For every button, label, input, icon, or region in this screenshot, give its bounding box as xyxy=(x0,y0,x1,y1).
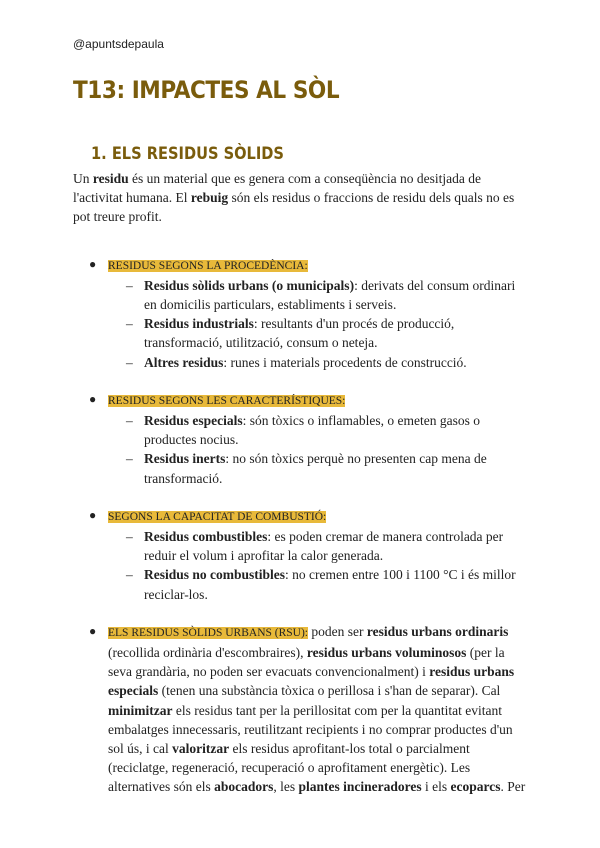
text: Un xyxy=(73,171,93,186)
sub-list xyxy=(108,527,528,604)
section-rsu xyxy=(73,622,528,797)
rsu-paragraph: ELS RESIDUS SÒLIDS URBANS (RSU): poden ser residus urbans ordinaris (recollida ordinària d'escombraires), residus urbans voluminosos (per la seva grandària, no poden ser evacuats convencionalment) i residus urbans especials (tenen una substància tòxica o perillosa i s'han de separar). Cal minimitzar els residus tant per la perillositat com per la quantitat evitant embalatges innecessaris, reutilitzant recipients i no comprar productes d'un sol ús, i cal valoritzar els residus aprofitant-los total o parcialment (reciclatge, regeneració, recuperació o aprofitament energètic). Les alternatives són els abocadors, les plantes incineradores i els ecoparcs. Per xyxy=(108,623,526,795)
bullet-icon: ● xyxy=(89,623,97,638)
section-combustio xyxy=(73,506,528,604)
highlight-label: RESIDUS SEGONS LA PROCEDÈNCIA: xyxy=(108,259,308,272)
text: són els residus o fraccions de residu dels quals no es pot treure profit. xyxy=(73,190,515,225)
bullet-icon: ● xyxy=(89,507,97,522)
list-item: – Residus combustibles: es poden cremar de manera controlada per reduir el volum i aprofitar la calor generada. xyxy=(126,529,504,564)
highlight-label: SEGONS LA CAPACITAT DE COMBUSTIÓ: xyxy=(108,510,327,523)
bullet-icon: ● xyxy=(89,256,97,271)
intro-paragraph xyxy=(73,169,528,227)
list-item: – Residus inerts: no són tòxics perquè no presenten cap mena de transformació. xyxy=(126,451,487,486)
highlight-label: RESIDUS SEGONS LES CARACTERÍSTIQUES: xyxy=(108,394,346,407)
sub-list xyxy=(108,411,528,488)
list-item: – Residus industrials: resultants d'un procés de producció, transformació, utilització, consum o neteja. xyxy=(126,316,455,351)
bullet-icon: ● xyxy=(89,391,97,406)
author-handle: @apuntsdepaula xyxy=(73,37,164,51)
term-rebuig: rebuig xyxy=(190,190,229,206)
term-residu: residu xyxy=(92,171,129,186)
list-item: – Residus especials: són tòxics o inflamables, o emeten gasos o productes nocius. xyxy=(126,413,480,448)
list-item: – Altres residus: runes i materials procedents de construcció. xyxy=(126,354,467,370)
sub-list xyxy=(108,276,528,372)
list-item: – Residus sòlids urbans (o municipals): derivats del consum ordinari en domicilis particulars, establiments i serveis. xyxy=(126,277,516,313)
section-caracteristiques xyxy=(73,390,528,488)
document-body xyxy=(73,169,528,797)
page-title: T13: IMPACTES AL SÒL xyxy=(73,76,340,104)
section-procedencia xyxy=(73,255,528,372)
text: és un material que es genera com a conseqüència no desitjada de l'activitat humana. El xyxy=(73,171,481,206)
section-heading: 1. ELS RESIDUS SÒLIDS xyxy=(91,144,284,164)
list-item: – Residus no combustibles: no cremen entre 100 i 1100 °C i és millor reciclar-los. xyxy=(126,567,516,602)
highlight-label: ELS RESIDUS SÒLIDS URBANS (RSU): xyxy=(108,626,309,639)
